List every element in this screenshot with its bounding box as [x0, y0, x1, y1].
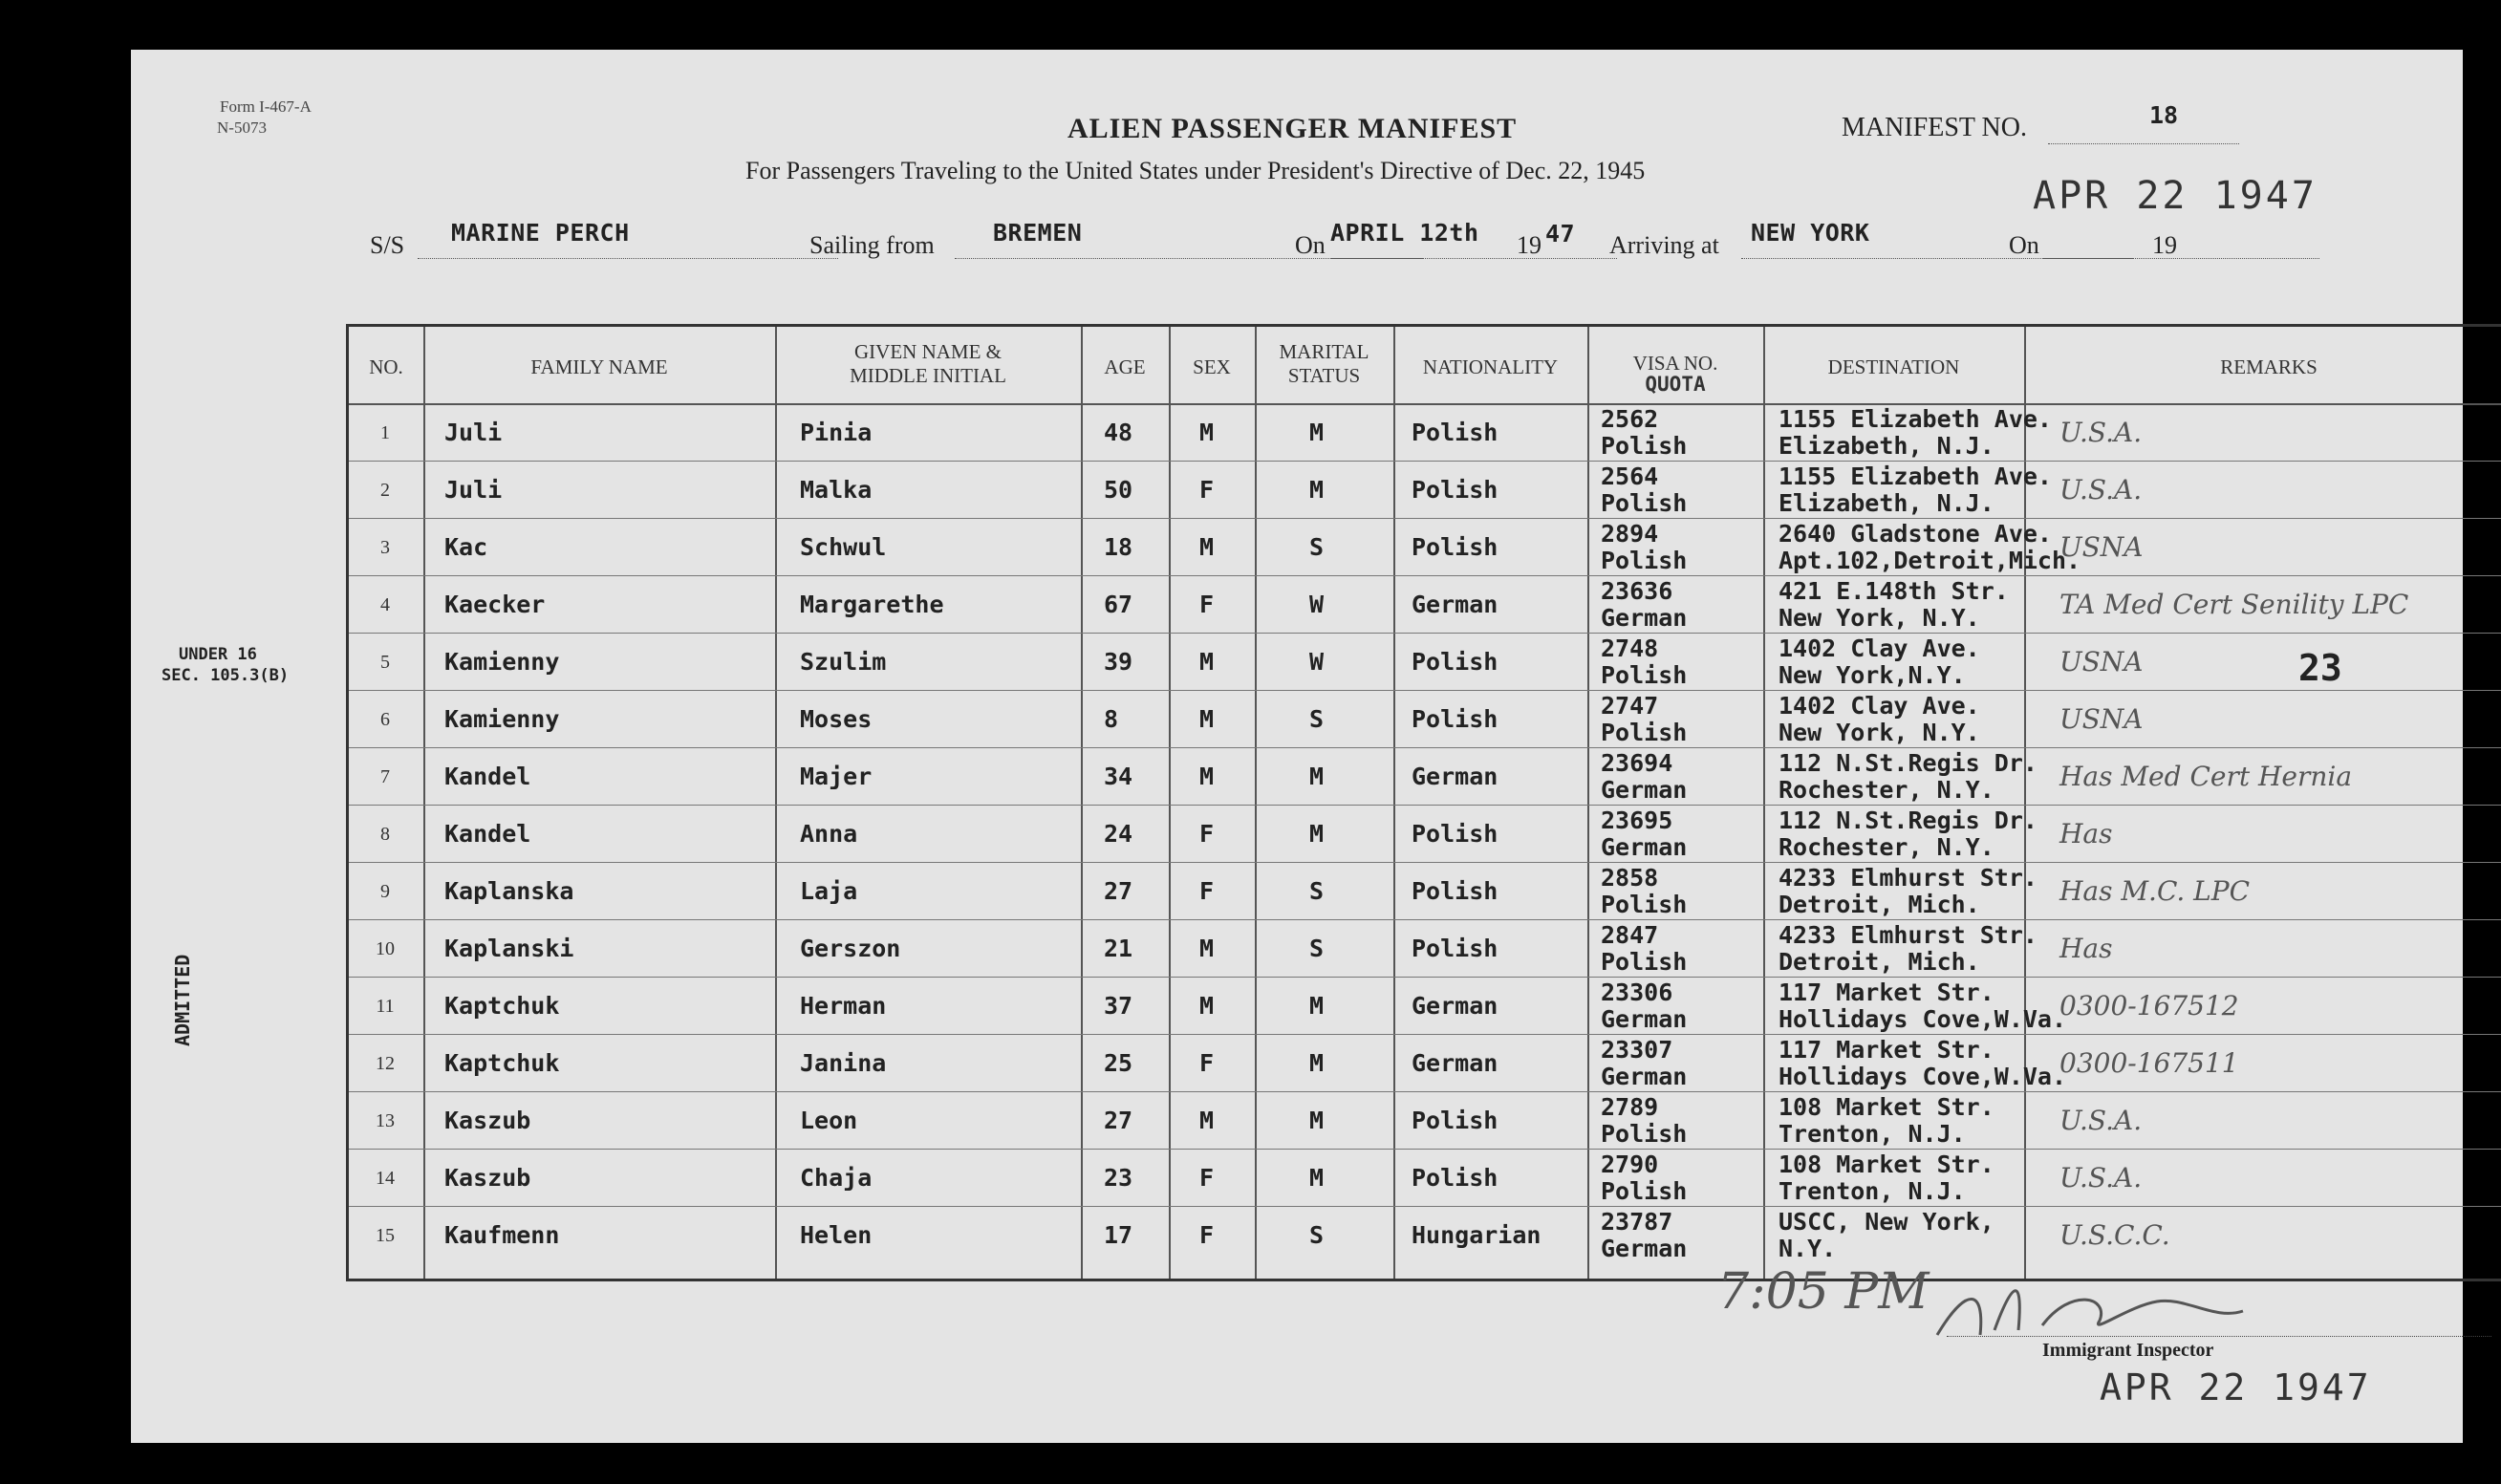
remark: 0300-167512	[2059, 990, 2239, 1022]
year-suffix: 47	[1545, 220, 1576, 247]
destination-line: Rochester, N.Y.	[1779, 833, 1994, 861]
marital-status: S	[1309, 1221, 1325, 1249]
destination-line: 1155 Elizabeth Ave.	[1779, 462, 2052, 490]
col-header-destination: DESTINATION	[1827, 355, 1960, 378]
nationality: Polish	[1412, 1107, 1498, 1134]
destination-line: N.Y.	[1779, 1235, 1837, 1262]
nationality: German	[1412, 763, 1498, 790]
arrival-port: NEW YORK	[1751, 219, 1870, 247]
sex: F	[1199, 877, 1215, 905]
visa-number: 23694	[1601, 749, 1673, 777]
age: 8	[1104, 705, 1119, 733]
destination-line: Elizabeth, N.J.	[1779, 489, 1994, 517]
destination-line: Hollidays Cove,W.Va.	[1779, 1063, 2067, 1090]
destination-line: Trenton, N.J.	[1779, 1120, 1966, 1148]
row-number: 12	[376, 1053, 395, 1074]
family-name: Kamienny	[444, 648, 560, 676]
row-number: 11	[376, 996, 395, 1017]
remark: Has	[2059, 818, 2113, 850]
inspector-date-stamp: APR 22 1947	[2100, 1366, 2372, 1409]
sailing-date: APRIL 12th	[1330, 219, 1479, 247]
sex: M	[1199, 533, 1215, 561]
destination-line: 1402 Clay Ave.	[1779, 634, 1980, 662]
marital-status: M	[1309, 763, 1325, 790]
marital-status: M	[1309, 419, 1325, 446]
destination-line: 112 N.St.Regis Dr.	[1779, 749, 2037, 777]
passenger-count: 23	[2298, 647, 2342, 689]
family-name: Kandel	[444, 820, 531, 848]
sex: F	[1199, 476, 1215, 504]
given-name: Schwul	[800, 533, 887, 561]
col-header-quota: QUOTA	[1645, 373, 1706, 396]
remark: U.S.A.	[2059, 1105, 2143, 1136]
nationality: Polish	[1412, 476, 1498, 504]
row-number: 15	[376, 1225, 395, 1246]
quota: German	[1601, 604, 1688, 632]
age: 21	[1104, 935, 1133, 962]
row-number: 8	[380, 824, 390, 845]
visa-number: 2858	[1601, 864, 1659, 892]
quota: Polish	[1601, 489, 1688, 517]
row-number: 1	[380, 422, 390, 443]
col-header-remarks: REMARKS	[2220, 355, 2318, 378]
on-label: On	[1295, 231, 1326, 259]
marital-status: M	[1309, 1164, 1325, 1192]
sex: F	[1199, 591, 1215, 618]
given-name: Szulim	[800, 648, 887, 676]
destination-line: 2640 Gladstone Ave.	[1779, 520, 2052, 548]
quota: Polish	[1601, 891, 1688, 918]
destination-line: New York, N.Y.	[1779, 604, 1980, 632]
nationality: Hungarian	[1412, 1221, 1542, 1249]
marital-status: S	[1309, 935, 1325, 962]
visa-number: 2748	[1601, 634, 1659, 662]
remark: USNA	[2059, 646, 2144, 677]
sailing-port: BREMEN	[993, 219, 1083, 247]
col-header-marital: MARITAL STATUS	[1279, 340, 1369, 388]
quota: German	[1601, 1063, 1688, 1090]
marital-status: M	[1309, 992, 1325, 1020]
destination-line: Hollidays Cove,W.Va.	[1779, 1005, 2067, 1033]
nationality: Polish	[1412, 419, 1498, 446]
sex: F	[1199, 820, 1215, 848]
family-name: Kac	[444, 533, 488, 561]
sex: M	[1199, 935, 1215, 962]
visa-number: 2847	[1601, 921, 1659, 949]
nationality: Polish	[1412, 705, 1498, 733]
time-note: 7:05 PM	[1717, 1263, 1930, 1321]
visa-number: 23787	[1601, 1208, 1673, 1236]
visa-number: 2747	[1601, 692, 1659, 720]
family-name: Kaszub	[444, 1107, 531, 1134]
col-header-visa: VISA NO.	[1632, 352, 1718, 375]
form-number: Form I-467-A	[220, 97, 312, 116]
destination-line: New York, N.Y.	[1779, 719, 1980, 746]
nationality: Polish	[1412, 648, 1498, 676]
marital-status: M	[1309, 1107, 1325, 1134]
given-name: Laja	[800, 877, 858, 905]
marital-status: M	[1309, 820, 1325, 848]
given-name: Gerszon	[800, 935, 901, 962]
age: 39	[1104, 648, 1133, 676]
visa-number: 23307	[1601, 1036, 1673, 1064]
visa-number: 2562	[1601, 405, 1659, 433]
manifest-number: 18	[2149, 101, 2179, 129]
given-name: Moses	[800, 705, 873, 733]
visa-number: 23636	[1601, 577, 1673, 605]
marital-status: M	[1309, 476, 1325, 504]
given-name: Leon	[800, 1107, 858, 1134]
given-name: Anna	[800, 820, 858, 848]
manifest-label: MANIFEST NO.	[1842, 113, 2027, 142]
remark: Has Med Cert Hernia	[2059, 761, 2353, 792]
row-number: 14	[376, 1168, 395, 1189]
family-name: Kaufmenn	[444, 1221, 560, 1249]
col-header-sex: SEX	[1193, 355, 1231, 378]
marital-status: W	[1309, 648, 1325, 676]
quota: Polish	[1601, 432, 1688, 460]
col-header-age: AGE	[1104, 355, 1146, 378]
marital-status: S	[1309, 705, 1325, 733]
page-title: ALIEN PASSENGER MANIFEST	[1067, 113, 1518, 144]
destination-line: Apt.102,Detroit,Mich.	[1779, 547, 2081, 574]
age: 34	[1104, 763, 1133, 790]
marital-status: M	[1309, 1049, 1325, 1077]
remark: TA Med Cert Senility LPC	[2059, 589, 2409, 620]
arriving-label: Arriving at	[1609, 231, 1719, 259]
family-name: Kaptchuk	[444, 1049, 560, 1077]
row-number: 13	[376, 1110, 395, 1131]
remark: U.S.C.C.	[2059, 1219, 2170, 1251]
remark: Has M.C. LPC	[2059, 875, 2251, 907]
given-name: Margarethe	[800, 591, 944, 618]
given-name: Chaja	[800, 1164, 873, 1192]
family-name: Kandel	[444, 763, 531, 790]
col-header-family: FAMILY NAME	[530, 355, 668, 378]
col-header-nationality: NATIONALITY	[1422, 355, 1559, 378]
sex: M	[1199, 648, 1215, 676]
date-stamp: APR 22 1947	[2033, 174, 2318, 218]
ss-label: S/S	[370, 231, 405, 259]
destination-line: 117 Market Str.	[1779, 979, 1994, 1006]
nationality: German	[1412, 992, 1498, 1020]
destination-line: USCC, New York,	[1779, 1208, 1994, 1236]
age: 37	[1104, 992, 1133, 1020]
visa-number: 23306	[1601, 979, 1673, 1006]
remark: U.S.A.	[2059, 417, 2143, 448]
sex: F	[1199, 1221, 1215, 1249]
nationality: German	[1412, 1049, 1498, 1077]
destination-line: Rochester, N.Y.	[1779, 776, 1994, 804]
age: 25	[1104, 1049, 1133, 1077]
family-name: Kamienny	[444, 705, 560, 733]
family-name: Juli	[444, 419, 503, 446]
remark: USNA	[2059, 703, 2144, 735]
visa-number: 2564	[1601, 462, 1659, 490]
quota: Polish	[1601, 1177, 1688, 1205]
row-number: 5	[380, 652, 390, 673]
given-name: Pinia	[800, 419, 873, 446]
destination-line: Detroit, Mich.	[1779, 891, 1980, 918]
manifest-table	[346, 324, 2501, 1281]
age: 27	[1104, 1107, 1133, 1134]
given-name: Janina	[800, 1049, 887, 1077]
row-number: 10	[376, 938, 395, 959]
remark: USNA	[2059, 531, 2144, 563]
destination-line: 1155 Elizabeth Ave.	[1779, 405, 2052, 433]
col-header-given: GIVEN NAME & MIDDLE INITIAL	[850, 340, 1006, 388]
row-number: 6	[380, 709, 390, 730]
destination-line: 4233 Elmhurst Str.	[1779, 864, 2037, 892]
quota: Polish	[1601, 719, 1688, 746]
marital-status: S	[1309, 533, 1325, 561]
row-number: 4	[380, 594, 390, 615]
nationality: Polish	[1412, 877, 1498, 905]
destination-line: 112 N.St.Regis Dr.	[1779, 807, 2037, 834]
nationality: Polish	[1412, 533, 1498, 561]
destination-line: 108 Market Str.	[1779, 1093, 1994, 1121]
age: 67	[1104, 591, 1133, 618]
destination-line: 108 Market Str.	[1779, 1151, 1994, 1178]
sex: M	[1199, 763, 1215, 790]
remark: Has	[2059, 933, 2113, 964]
sex: M	[1199, 1107, 1215, 1134]
nationality: Polish	[1412, 935, 1498, 962]
nationality: Polish	[1412, 820, 1498, 848]
age: 27	[1104, 877, 1133, 905]
marital-status: S	[1309, 877, 1325, 905]
family-name: Juli	[444, 476, 503, 504]
col-header-no: NO.	[369, 355, 403, 378]
year-prefix: 19	[1517, 231, 1542, 259]
page-subtitle: For Passengers Traveling to the United States under President's Directive of Dec. 22, 1945	[745, 157, 1646, 184]
given-name: Majer	[800, 763, 873, 790]
family-name: Kaplanski	[444, 935, 574, 962]
remark: U.S.A.	[2059, 1162, 2143, 1194]
nationality: Polish	[1412, 1164, 1498, 1192]
destination-line: Elizabeth, N.J.	[1779, 432, 1994, 460]
ship-name: MARINE PERCH	[451, 219, 630, 247]
quota: Polish	[1601, 1120, 1688, 1148]
destination-line: Detroit, Mich.	[1779, 948, 1980, 976]
remark: U.S.A.	[2059, 474, 2143, 505]
family-name: Kaecker	[444, 591, 546, 618]
given-name: Malka	[800, 476, 873, 504]
sex: F	[1199, 1049, 1215, 1077]
destination-line: Trenton, N.J.	[1779, 1177, 1966, 1205]
quota: Polish	[1601, 547, 1688, 574]
age: 50	[1104, 476, 1133, 504]
nationality: German	[1412, 591, 1498, 618]
destination-line: 421 E.148th Str.	[1779, 577, 2009, 605]
age: 17	[1104, 1221, 1133, 1249]
row-number: 9	[380, 881, 390, 902]
quota: Polish	[1601, 661, 1688, 689]
destination-line: 1402 Clay Ave.	[1779, 692, 1980, 720]
under16-sec: SEC. 105.3(B)	[162, 666, 290, 685]
given-name: Helen	[800, 1221, 873, 1249]
quota: Polish	[1601, 948, 1688, 976]
under16-note: UNDER 16	[179, 645, 257, 664]
form-code: N-5073	[217, 118, 267, 137]
given-name: Herman	[800, 992, 887, 1020]
visa-number: 23695	[1601, 807, 1673, 834]
quota: German	[1601, 833, 1688, 861]
row-number: 2	[380, 480, 390, 501]
inspector-label: Immigrant Inspector	[2042, 1340, 2214, 1361]
family-name: Kaszub	[444, 1164, 531, 1192]
age: 23	[1104, 1164, 1133, 1192]
visa-number: 2894	[1601, 520, 1659, 548]
on2-label: On	[2009, 231, 2039, 259]
age: 48	[1104, 419, 1133, 446]
quota: German	[1601, 1005, 1688, 1033]
destination-line: 4233 Elmhurst Str.	[1779, 921, 2037, 949]
visa-number: 2789	[1601, 1093, 1659, 1121]
row-number: 3	[380, 537, 390, 558]
manifest-sheet	[131, 50, 2463, 1443]
visa-number: 2790	[1601, 1151, 1659, 1178]
admitted-stamp: ADMITTED	[171, 954, 194, 1046]
sailing-label: Sailing from	[809, 231, 935, 259]
year2-prefix: 19	[2152, 231, 2177, 259]
age: 18	[1104, 533, 1133, 561]
marital-status: W	[1309, 591, 1325, 618]
sex: M	[1199, 419, 1215, 446]
family-name: Kaplanska	[444, 877, 574, 905]
remark: 0300-167511	[2059, 1047, 2239, 1079]
sex: M	[1199, 992, 1215, 1020]
age: 24	[1104, 820, 1133, 848]
destination-line: 117 Market Str.	[1779, 1036, 1994, 1064]
destination-line: New York,N.Y.	[1779, 661, 1966, 689]
family-name: Kaptchuk	[444, 992, 560, 1020]
row-number: 7	[380, 766, 390, 787]
sex: M	[1199, 705, 1215, 733]
sex: F	[1199, 1164, 1215, 1192]
quota: German	[1601, 776, 1688, 804]
quota: German	[1601, 1235, 1688, 1262]
